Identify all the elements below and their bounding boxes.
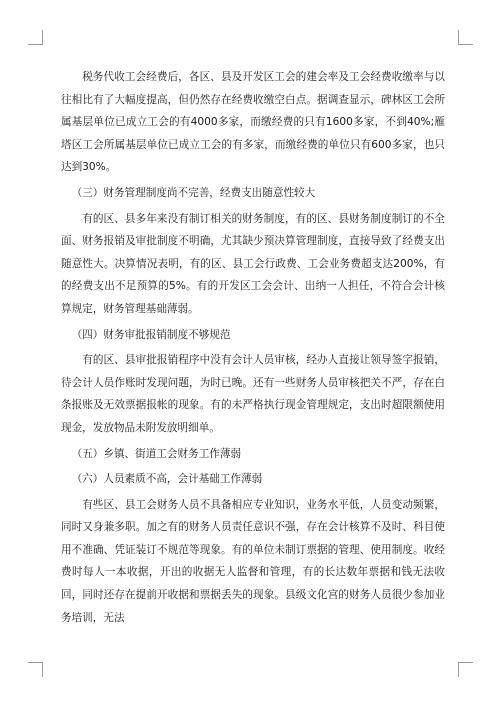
heading-section-3: （三）财务管理制度尚不完善，经费支出随意性较大	[71, 186, 316, 199]
heading-section-6: （六）人员素质不高，会计基础工作薄弱	[71, 473, 263, 486]
heading-section-5: （五）乡镇、街道工会财务工作薄弱	[71, 447, 242, 460]
crop-mark-bottom-right	[458, 662, 473, 677]
paragraph-staff-quality: 有些区、县工会财务人员不具备相应专业知识，业务水平低，人员变动频繁，同时又身兼多职。加之有的财务人员责任意识不强，存在会计核算不及时、科目使用不准确、凭证装订不规范等现象。有的单位未制订票据的管理、使用制度。收经费时每人一本收据，开出的收据无人监督和管理，有的长达数年票据和钱无法收回，同时还存在提前开收据和票据丢失的现象。县级文化宫的财务人员很少参加业务培训，无法	[61, 498, 445, 624]
crop-mark-bottom-left	[28, 662, 43, 677]
document-body	[61, 66, 445, 629]
paragraph-approval-process: 有的区、县审批报销程序中没有会计人员审核，经办人直接让领导签字报销，待会计人员作账时发现问题，为时已晚。还有一些财务人员审核把关不严，存在白条报账及无效票据报帐的现象。有的未严格执行现金管理规定，支出时超限额使用现金，发放物品未附发放明细单。	[61, 354, 445, 434]
paragraph-finance-rules: 有的区、县多年来没有制订相关的财务制度，有的区、县财务制度制订的不全面、财务报销及审批制度不明确，尤其缺少预决算管理制度，直接导致了经费支出随意性大。决算情况表明，有的区、县工会行政费、工会业务费超支达200%，有的经费支出不足预算的5%。有的开发区工会会计、出纳一人担任，不符合会计核算规定，财务管理基础薄弱。	[61, 212, 445, 315]
crop-mark-top-right	[458, 30, 473, 45]
heading-section-4: （四）财务审批报销制度不够规范	[71, 328, 231, 341]
paragraph-dues-collection: 税务代收工会经费后，各区、县及开发区工会的建会率及工会经费收缴率与以往相比有了大幅度提高，但仍然存在经费收缴空白点。据调查显示，碑林区工会所属基层单位已成立工会的有4000多家，而缴经费的只有1600多家，不到40%;雁塔区工会所属基层单位已成立工会的有多家，而缴经费的单位只有600多家，也只达到30%。	[61, 71, 445, 174]
crop-mark-top-left	[28, 30, 43, 45]
